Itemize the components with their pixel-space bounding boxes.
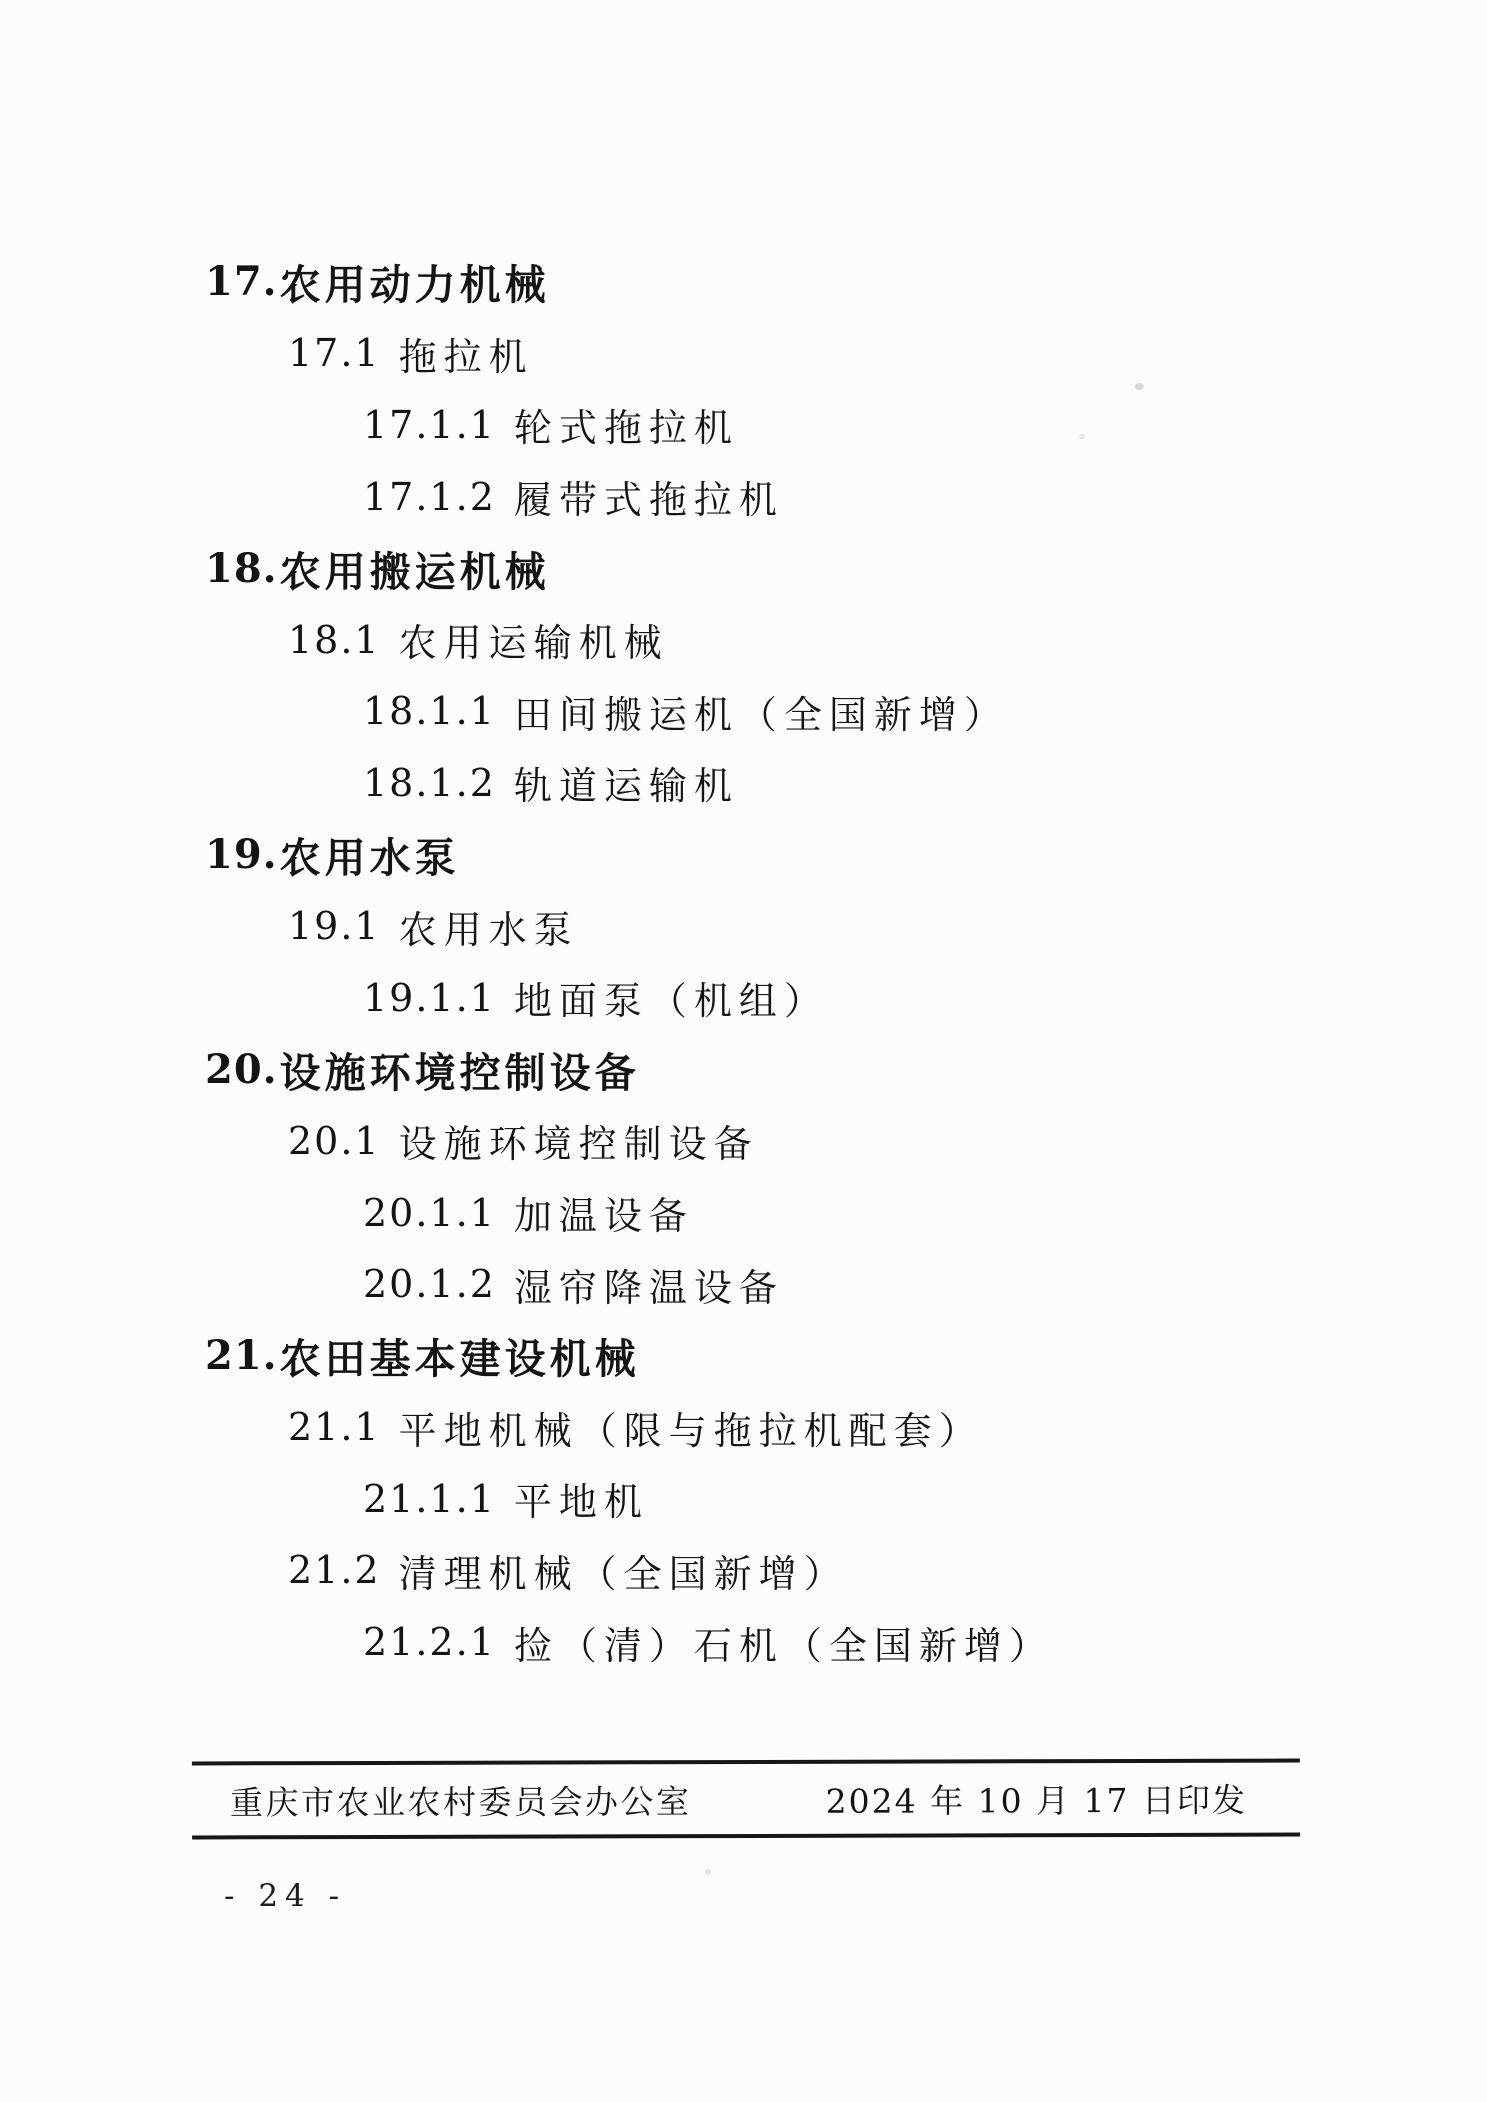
scan-speck	[705, 1869, 711, 1875]
category-heading	[0, 532, 1487, 604]
page-number: - 24 -	[224, 1878, 347, 1914]
item-number: 18.1.1	[363, 689, 496, 734]
item-number: 17.	[205, 258, 278, 306]
list-item	[0, 1177, 1487, 1249]
item-number: 20.	[205, 1045, 278, 1093]
item-number: 20.1.2	[363, 1262, 496, 1307]
list-item	[0, 676, 1487, 748]
list-item	[0, 1606, 1487, 1678]
scan-speck	[1135, 383, 1144, 390]
category-list	[0, 246, 1487, 1678]
item-number: 21.1	[288, 1405, 381, 1450]
item-number: 17.1.1	[363, 402, 496, 447]
list-item	[0, 389, 1487, 461]
item-number: 20.1	[288, 1118, 381, 1163]
item-label: 轨道运输机	[513, 764, 739, 809]
list-item	[0, 890, 1487, 962]
scan-speck	[1079, 434, 1085, 439]
item-label: 农田基本建设机械	[279, 1336, 640, 1383]
item-label: 轮式拖拉机	[513, 406, 739, 451]
item-number: 21.1.1	[363, 1476, 496, 1521]
colophon	[192, 1759, 1300, 1840]
list-item	[0, 1105, 1487, 1177]
footer-rule-bottom	[192, 1833, 1300, 1840]
item-label: 拖拉机	[398, 334, 534, 379]
category-heading	[0, 246, 1487, 318]
item-label: 设施环境控制设备	[279, 1049, 640, 1096]
item-number: 19.1.1	[363, 975, 496, 1020]
item-number: 21.2.1	[363, 1620, 496, 1665]
item-label: 农用运输机械	[398, 621, 669, 666]
item-number: 17.1.2	[363, 474, 496, 519]
list-item	[0, 604, 1487, 676]
list-item	[0, 318, 1487, 390]
item-number: 19.1	[288, 904, 381, 949]
list-item	[0, 962, 1487, 1034]
list-item	[0, 1535, 1487, 1607]
item-label: 履带式拖拉机	[513, 478, 784, 523]
footer-print-date: 2024 年 10 月 17 日印发	[825, 1780, 1248, 1821]
item-label: 平地机械（限与拖拉机配套）	[398, 1408, 984, 1453]
item-label: 平地机	[513, 1480, 649, 1525]
item-number: 20.1.1	[363, 1190, 496, 1235]
item-number: 21.2	[288, 1548, 381, 1593]
list-item	[0, 461, 1487, 533]
item-number: 17.1	[288, 331, 381, 376]
item-label: 捡（清）石机（全国新增）	[513, 1623, 1054, 1668]
category-heading	[0, 819, 1487, 891]
item-number: 21.	[205, 1332, 278, 1380]
item-label: 农用搬运机械	[279, 548, 550, 595]
item-label: 加温设备	[513, 1194, 694, 1239]
item-label: 地面泵（机组）	[513, 979, 829, 1024]
item-number: 18.1	[288, 617, 381, 662]
list-item	[0, 1463, 1487, 1535]
item-label: 农用水泵	[279, 835, 460, 882]
item-label: 农用动力机械	[279, 262, 550, 309]
list-item	[0, 1248, 1487, 1320]
footer-rule-top	[192, 1759, 1300, 1766]
item-label: 田间搬运机（全国新增）	[513, 692, 1009, 737]
category-heading	[0, 1034, 1487, 1106]
item-number: 18.1.2	[363, 760, 496, 805]
category-heading	[0, 1320, 1487, 1392]
item-number: 18.	[205, 544, 278, 592]
item-label: 清理机械（全国新增）	[398, 1551, 849, 1596]
list-item	[0, 747, 1487, 819]
list-item	[0, 1392, 1487, 1464]
footer-issuer: 重庆市农业农村委员会办公室	[229, 1781, 692, 1822]
item-number: 19.	[205, 831, 278, 879]
item-label: 湿帘降温设备	[513, 1265, 784, 1310]
item-label: 农用水泵	[398, 907, 579, 952]
item-label: 设施环境控制设备	[398, 1122, 759, 1167]
